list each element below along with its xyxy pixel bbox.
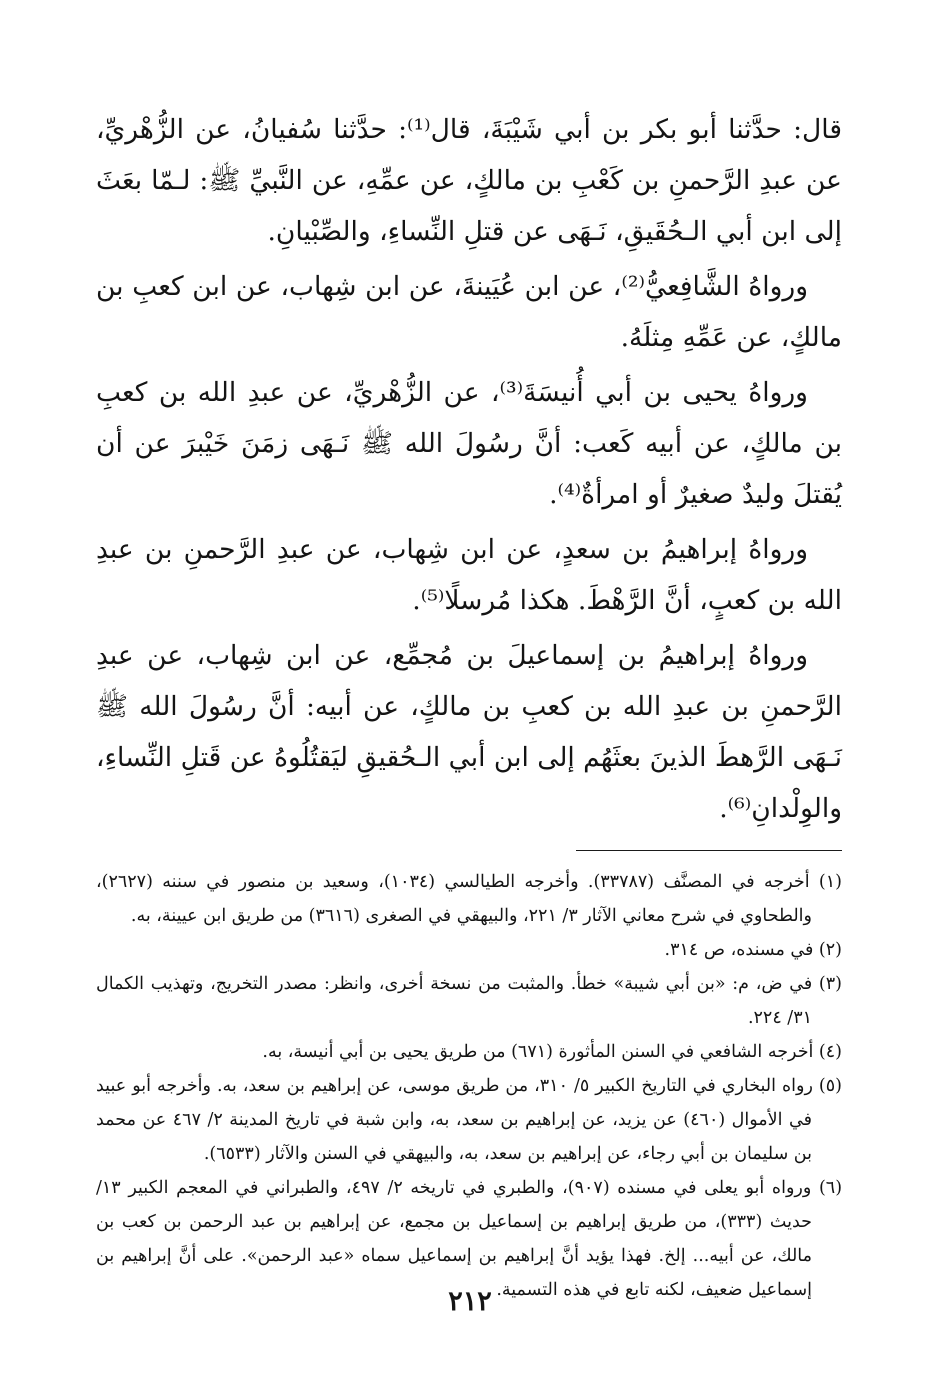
footnote: (١) أخرجه في المصنَّف (٣٣٧٨٧). وأخرجه الطيالسي (١٠٣٤)، وسعيد بن منصور في سننه (٢٦٢٧)، والطحاوي في شرح معاني الآثار ٣/ ٢٢١، والبيهقي في الصغرى (٣٦١٦) من طريق ابن عيينة، به.: [96, 872, 842, 926]
footnote-divider: [576, 850, 842, 851]
footnote: (٦) ورواه أبو يعلى في مسنده (٩٠٧)، والطبري في تاريخه ٢/ ٤٩٧، والطبراني في المعجم الكبير ١٣/ حديث (٣٣٣)، من طريق إبراهيم بن إسماعيل بن مجمع، عن إبراهيم بن عبد الرحمن بن كعب بن مالك، عن أبيه... إلخ. فهذا يؤيد أنَّ إبراهيم بن إسماعيل سماه «عبد الرحمن». على أنَّ إبراهيم بن إسماعيل ضعيف، لكنه تابع في هذه التسمية.: [96, 1178, 843, 1300]
paragraph: ورواهُ إبراهيمُ بن إسماعيلَ بن مُجمِّع، عن ابن شِهاب، عن عبدِ الرَّحمنِ بن عبدِ الله بن كعبِ بن مالكٍ، عن أبيه: أنَّ رسُولَ الله ﷺ نَـهَى الرَّهطَ الذينَ بعثَهُم إلى ابن أبي الـحُقيقِ ليَقتُلُوهُ عن قَتلِ النِّساءِ، والوِلْدانِ⁽⁶⁾.: [96, 640, 842, 824]
footnotes-list: [96, 865, 842, 1307]
page-number: ٢١٢: [448, 1286, 492, 1317]
footnote: (٢) في مسنده، ص ٣١٤.: [664, 940, 842, 960]
footnote: (٣) في ض، م: «بن أبي شيبة» خطأ. والمثبت من نسخة أخرى، وانظر: مصدر التخريج، وتهذيب الكمال ٣١/ ٢٢٤.: [96, 974, 842, 1028]
paragraph: ورواهُ إبراهيمُ بن سعدٍ، عن ابن شِهاب، عن عبدِ الرَّحمنِ بن عبدِ الله بن كعبٍ، أنَّ الرَّهْطَ. هكذا مُرسلًا⁽⁵⁾.: [96, 534, 842, 616]
footnote: (٤) أخرجه الشافعي في السنن المأثورة (٦٧١) من طريق يحيى بن أبي أنيسة، به.: [262, 1042, 842, 1062]
paragraph: قال: حدَّثنا أبو بكر بن أبي شَيْبَةَ، قال⁽¹⁾: حدَّثنا سُفيانُ، عن الزُّهْريِّ، عن عبدِ الرَّحمنِ بن كَعْبِ بن مالكٍ، عن عمِّهِ، عن النَّبيِّ ﷺ: لـمّا بعَثَ إلى ابن أبي الـحُقَيقِ، نَـهَى عن قتلِ النِّساءِ، والصِّبْيانِ.: [96, 114, 842, 247]
paragraph: ورواهُ يحيى بن أبي أُنيسَةَ⁽³⁾، عن الزُّهْريِّ، عن عبدِ الله بن كعبِ بن مالكٍ، عن أبيه كَعب: أنَّ رسُولَ الله ﷺ نَـهَى زمَنَ خَيْبرَ عن أن يُقتلَ وليدٌ صغيرٌ أو امرأةٌ⁽⁴⁾.: [96, 377, 842, 510]
book-page: [96, 104, 842, 1376]
footnote: (٥) رواه البخاري في التاريخ الكبير ٥/ ٣١٠، من طريق موسى، عن إبراهيم بن سعد، به. وأخرجه أبو عبيد في الأموال (٤٦٠) عن يزيد، عن إبراهيم بن سعد، به، وابن شبة في تاريخ المدينة ٢/ ٤٦٧ عن محمد بن سليمان بن أبي رجاء، عن إبراهيم بن سعد، به، والبيهقي في السنن والآثار (٦٥٣٣).: [96, 1076, 842, 1164]
paragraph: ورواهُ الشَّافِعيُّ⁽²⁾، عن ابن عُيَينةَ، عن ابن شِهاب، عن ابن كعبِ بن مالكٍ، عن عَمِّهِ مِثلَهُ.: [96, 271, 842, 353]
main-text-body: [96, 104, 842, 834]
